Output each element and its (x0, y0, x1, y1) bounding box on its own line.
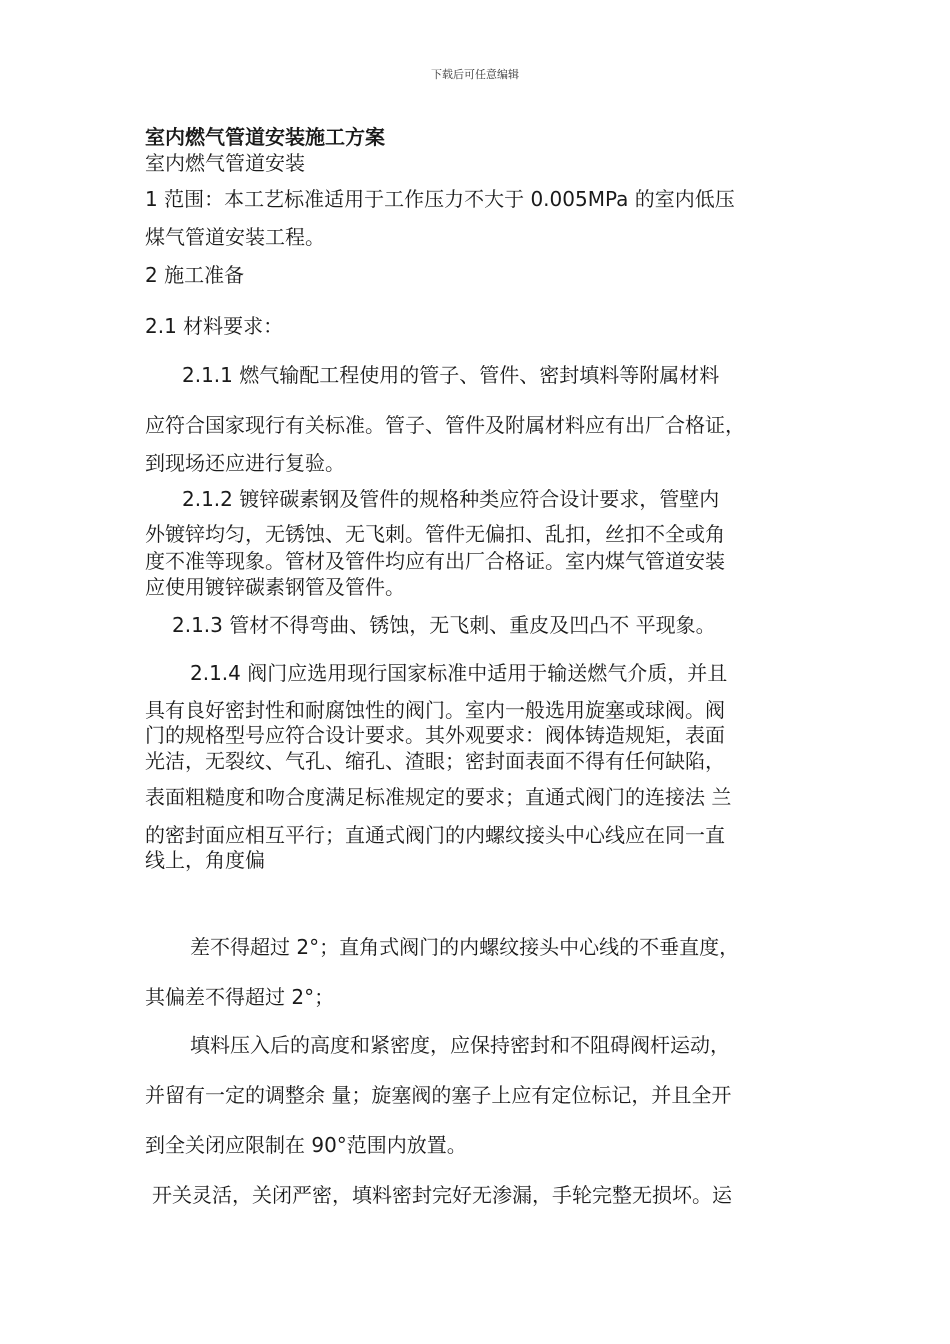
paragraph-line: 到现场还应进行复验。 (145, 451, 345, 475)
paragraph-line: 光洁，无裂纹、气孔、缩孔、渣眼；密封面表面不得有任何缺陷， (145, 749, 725, 773)
document-title: 室内燃气管道安装施工方案 (145, 125, 385, 149)
paragraph-line: 到全关闭应限制在 90°范围内放置。 (145, 1133, 467, 1157)
section-heading: 2 施工准备 (145, 263, 245, 287)
paragraph-line: 1 范围：本工艺标准适用于工作压力不大于 0.005MPa 的室内低压 (145, 187, 735, 211)
document-subtitle: 室内燃气管道安装 (145, 151, 305, 175)
section-heading: 2.1 材料要求： (145, 314, 284, 338)
paragraph-line: 的密封面应相互平行；直通式阀门的内螺纹接头中心线应在同一直 (145, 823, 725, 847)
header-note: 下载后可任意编辑 (431, 68, 519, 81)
paragraph-line: 应使用镀锌碳素钢管及管件。 (145, 575, 405, 599)
paragraph-line: 差不得超过 2°；直角式阀门的内螺纹接头中心线的不垂直度， (190, 935, 740, 959)
paragraph-line: 度不准等现象。管材及管件均应有出厂合格证。室内煤气管道安装 (145, 549, 725, 573)
paragraph-line: 应符合国家现行有关标准。管子、管件及附属材料应有出厂合格证， (145, 413, 745, 437)
paragraph-line: 2.1.4 阀门应选用现行国家标准中适用于输送燃气介质，并且 (190, 661, 728, 685)
paragraph-line: 外镀锌均匀，无锈蚀、无飞刺。管件无偏扣、乱扣，丝扣不全或角 (145, 522, 725, 546)
paragraph-line: 门的规格型号应符合设计要求。其外观要求：阀体铸造规矩，表面 (145, 723, 725, 747)
paragraph-line: 2.1.3 管材不得弯曲、锈蚀，无飞刺、重皮及凹凸不 平现象。 (172, 613, 716, 637)
paragraph-line: 开关灵活，关闭严密，填料密封完好无渗漏，手轮完整无损坏。运 (152, 1183, 732, 1207)
paragraph-line: 具有良好密封性和耐腐蚀性的阀门。室内一般选用旋塞或球阀。阀 (145, 698, 725, 722)
paragraph-line: 2.1.2 镀锌碳素钢及管件的规格种类应符合设计要求，管壁内 (182, 487, 720, 511)
paragraph-line: 填料压入后的高度和紧密度，应保持密封和不阻碍阀杆运动， (190, 1033, 730, 1057)
paragraph-line: 2.1.1 燃气输配工程使用的管子、管件、密封填料等附属材料 (182, 363, 720, 387)
paragraph-line: 其偏差不得超过 2°； (145, 985, 335, 1009)
paragraph-line: 煤气管道安装工程。 (145, 225, 325, 249)
paragraph-line: 并留有一定的调整余 量；旋塞阀的塞子上应有定位标记，并且全开 (145, 1083, 732, 1107)
paragraph-line: 表面粗糙度和吻合度满足标准规定的要求；直通式阀门的连接法 兰 (145, 785, 732, 809)
paragraph-line: 线上，角度偏 (145, 848, 265, 872)
